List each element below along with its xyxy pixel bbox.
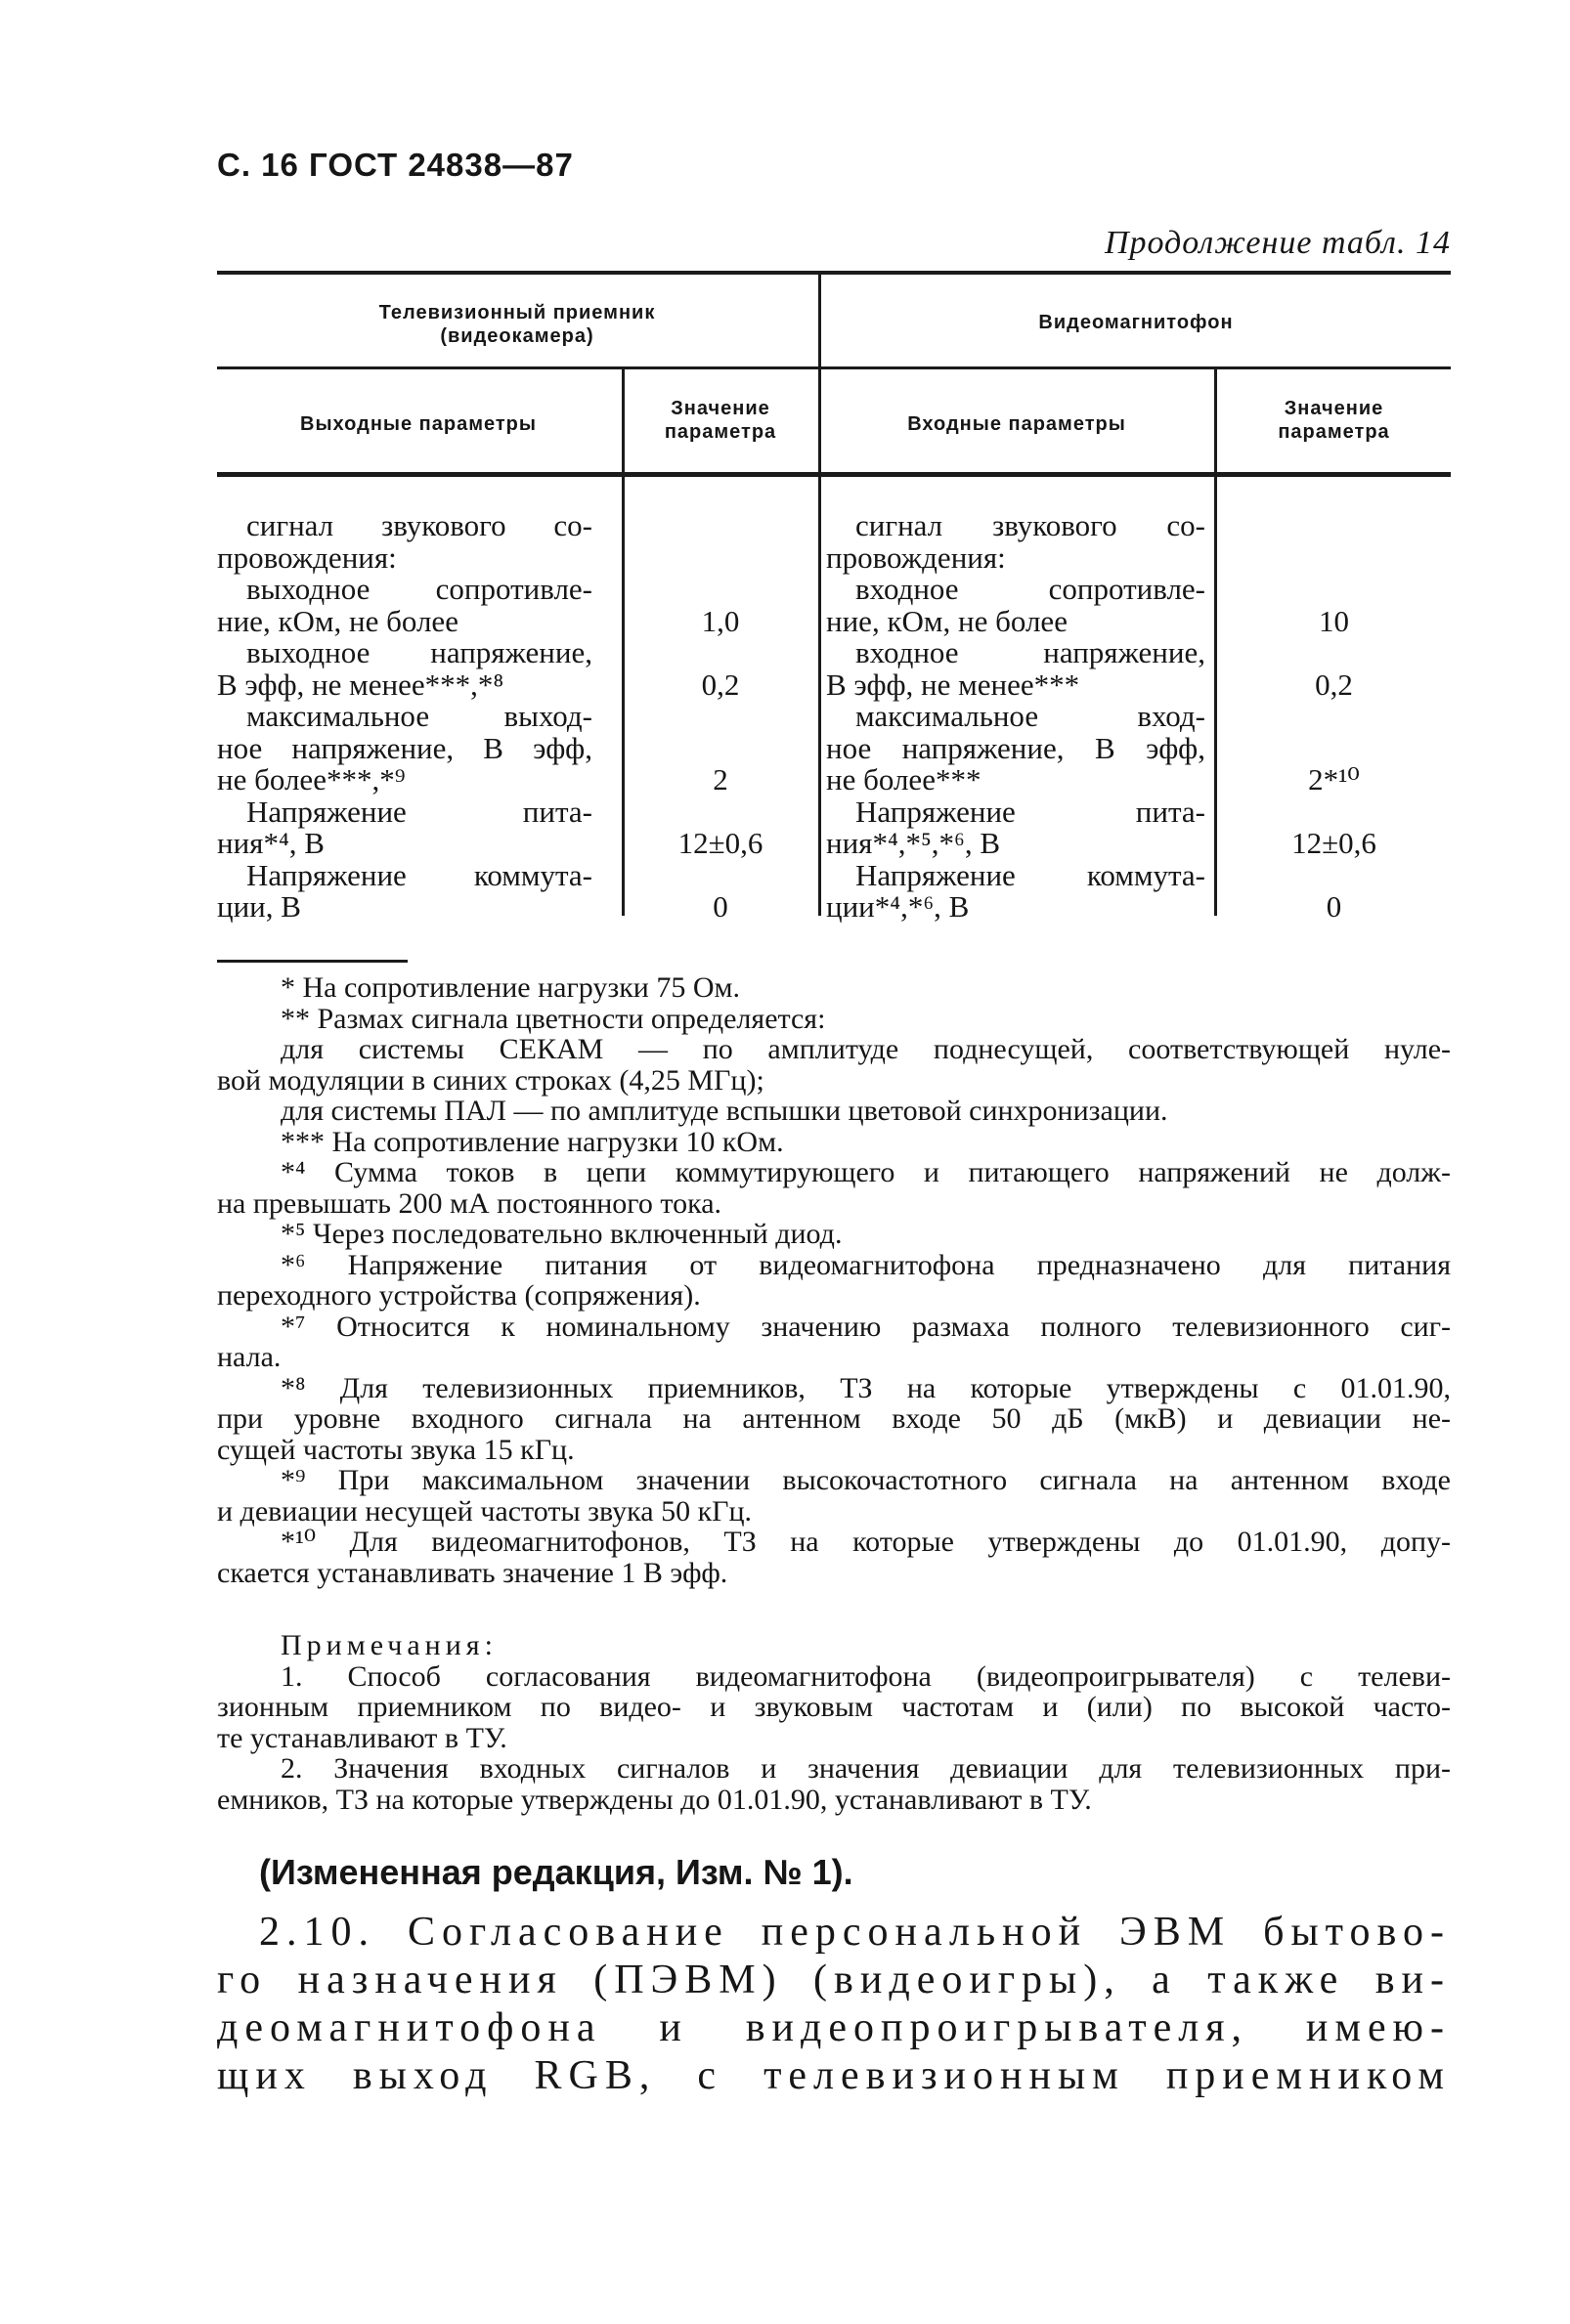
footnote-line: нала. xyxy=(217,1341,282,1373)
group-header-tv: Телевизионный приемник (видеокамера) xyxy=(378,302,656,347)
footnote-line: *⁷ Относится к номинальному значению размаха полного телевизионного сиг- xyxy=(281,1310,1451,1343)
group-header-vcr: Видеомагнитофон xyxy=(1038,312,1234,333)
left-line: ния*⁴, В xyxy=(217,826,325,860)
note-line: 2. Значения входных сигналов и значения девиации для телевизионных при- xyxy=(281,1752,1451,1785)
right-line: ции*⁴,*⁶, В xyxy=(826,889,970,924)
section-2-10 xyxy=(217,1909,1451,2100)
footnotes xyxy=(217,972,1451,1588)
footnote-line: для системы ПАЛ — по амплитуде вспышки цветовой синхронизации. xyxy=(281,1095,1168,1127)
left-line: максимальное выход- xyxy=(246,699,592,733)
left-line: выходное сопротивле- xyxy=(246,572,592,606)
footnote-separator xyxy=(217,960,408,963)
paragraph-line: го назначения (ПЭВМ) (видеоигры), а также ви- xyxy=(217,1958,1451,2002)
footnote-line: при уровне входного сигнала на антенном входе 50 дБ (мкВ) и девиации не- xyxy=(217,1402,1451,1435)
table-continuation-label: Продолжение табл. 14 xyxy=(1104,225,1451,261)
footnote-line: * На сопротивление нагрузки 75 Ом. xyxy=(281,971,741,1004)
right-value: 2*¹⁰ xyxy=(1308,762,1360,796)
right-line: входное напряжение, xyxy=(855,635,1205,669)
col-header-output-params: Выходные параметры xyxy=(300,413,537,435)
footnote-line: и девиации несущей частоты звука 50 кГц. xyxy=(217,1494,753,1528)
footnote-line: сущей частоты звука 15 кГц. xyxy=(217,1433,575,1466)
left-line: ние, кОм, не более xyxy=(217,603,458,638)
left-line: ции, В xyxy=(217,889,301,924)
right-line: не более*** xyxy=(826,762,981,796)
right-value: 0 xyxy=(1326,889,1342,924)
col-header-input-params: Входные параметры xyxy=(907,413,1126,435)
left-line: ное напряжение, В эфф, xyxy=(217,730,592,765)
table-divider-center xyxy=(818,275,821,916)
left-line: выходное напряжение, xyxy=(246,635,592,669)
left-line: не более***,*⁹ xyxy=(217,762,406,796)
footnote-line: *⁸ Для телевизионных приемников, ТЗ на которые утверждены с 01.01.90, xyxy=(281,1371,1451,1404)
footnote-line: *⁶ Напряжение питания от видеомагнитофона предназначено для питания xyxy=(281,1248,1451,1281)
left-value: 2 xyxy=(713,762,728,796)
right-line: сигнал звукового со- xyxy=(855,508,1205,542)
note-line: зионным приемником по видео- и звуковым частотам и (или) по высокой часто- xyxy=(217,1691,1451,1723)
right-line: ное напряжение, В эфф, xyxy=(826,730,1205,765)
table-group-rule xyxy=(217,366,1451,369)
notes xyxy=(217,1630,1451,1815)
right-line: В эфф, не менее*** xyxy=(826,667,1080,702)
edit-note: (Измененная редакция, Изм. № 1). xyxy=(259,1852,853,1892)
footnote-line: *⁴ Сумма токов в цепи коммутирующего и питающего напряжений не долж- xyxy=(281,1156,1451,1188)
right-line: ние, кОм, не более xyxy=(826,603,1068,638)
left-line: Напряжение коммута- xyxy=(246,857,592,892)
left-value: 0 xyxy=(713,889,728,924)
footnote-line: переходного устройства (сопряжения). xyxy=(217,1279,701,1312)
left-value: 0,2 xyxy=(701,667,740,702)
right-line: Напряжение коммута- xyxy=(855,857,1205,892)
right-line: ния*⁴,*⁵,*⁶, В xyxy=(826,826,1001,860)
left-value: 12±0,6 xyxy=(677,826,763,860)
left-params-text xyxy=(217,510,592,924)
note-line: 1. Способ согласования видеомагнитофона (видеопроигрывателя) с телеви- xyxy=(281,1659,1451,1693)
footnote-line: *** На сопротивление нагрузки 10 кОм. xyxy=(281,1125,784,1158)
paragraph-line: деомагнитофона и видеопроигрывателя, имею- xyxy=(217,2005,1451,2050)
footnote-line: вой модуляции в синих строках (4,25 МГц); xyxy=(217,1063,764,1097)
col-header-left-value: Значение параметра xyxy=(664,398,777,443)
left-line: Напряжение пита- xyxy=(246,794,592,829)
footnote-line: скается устанавливать значение 1 В эфф. xyxy=(217,1556,728,1589)
right-value: 0,2 xyxy=(1315,667,1353,702)
table-header-rule xyxy=(217,472,1451,477)
paragraph-line: щих выход RGB, с телевизионным приемником xyxy=(217,2053,1451,2098)
notes-title: Примечания: xyxy=(281,1629,498,1661)
left-line: В эфф, не менее***,*⁸ xyxy=(217,667,504,702)
note-line: емников, ТЗ на которые утверждены до 01.01.90, устанавливают в ТУ. xyxy=(217,1783,1092,1816)
right-line: провождения: xyxy=(826,539,1006,575)
footnote-line: *⁵ Через последовательно включенный диод. xyxy=(281,1218,843,1250)
right-params-text xyxy=(826,510,1205,924)
left-line: сигнал звукового со- xyxy=(246,508,592,542)
footnote-line: на превышать 200 мА постоянного тока. xyxy=(217,1186,722,1220)
page-header: С. 16 ГОСТ 24838—87 xyxy=(217,147,574,183)
table-top-rule xyxy=(217,271,1451,275)
right-value: 12±0,6 xyxy=(1291,826,1376,860)
paragraph-line: 2.10. Согласование персональной ЭВМ бытово- xyxy=(259,1910,1451,1955)
footnote-line: *⁹ При максимальном значении высокочастотного сигнала на антенном входе xyxy=(281,1464,1451,1496)
right-value: 10 xyxy=(1319,604,1349,638)
footnote-line: *¹⁰ Для видеомагнитофонов, ТЗ на которые утверждены до 01.01.90, допу- xyxy=(281,1526,1451,1558)
left-value: 1,0 xyxy=(701,604,740,638)
right-line: максимальное вход- xyxy=(855,699,1205,733)
col-header-right-value: Значение параметра xyxy=(1278,398,1390,443)
footnote-line: ** Размах сигнала цветности определяется: xyxy=(281,1002,826,1035)
right-line: Напряжение пита- xyxy=(855,794,1205,829)
note-line: те устанавливают в ТУ. xyxy=(217,1721,507,1754)
right-line: входное сопротивле- xyxy=(855,572,1205,606)
footnote-line: для системы СЕКАМ — по амплитуде поднесущей, соответствующей нуле- xyxy=(281,1033,1451,1065)
left-line: провождения: xyxy=(217,539,397,575)
